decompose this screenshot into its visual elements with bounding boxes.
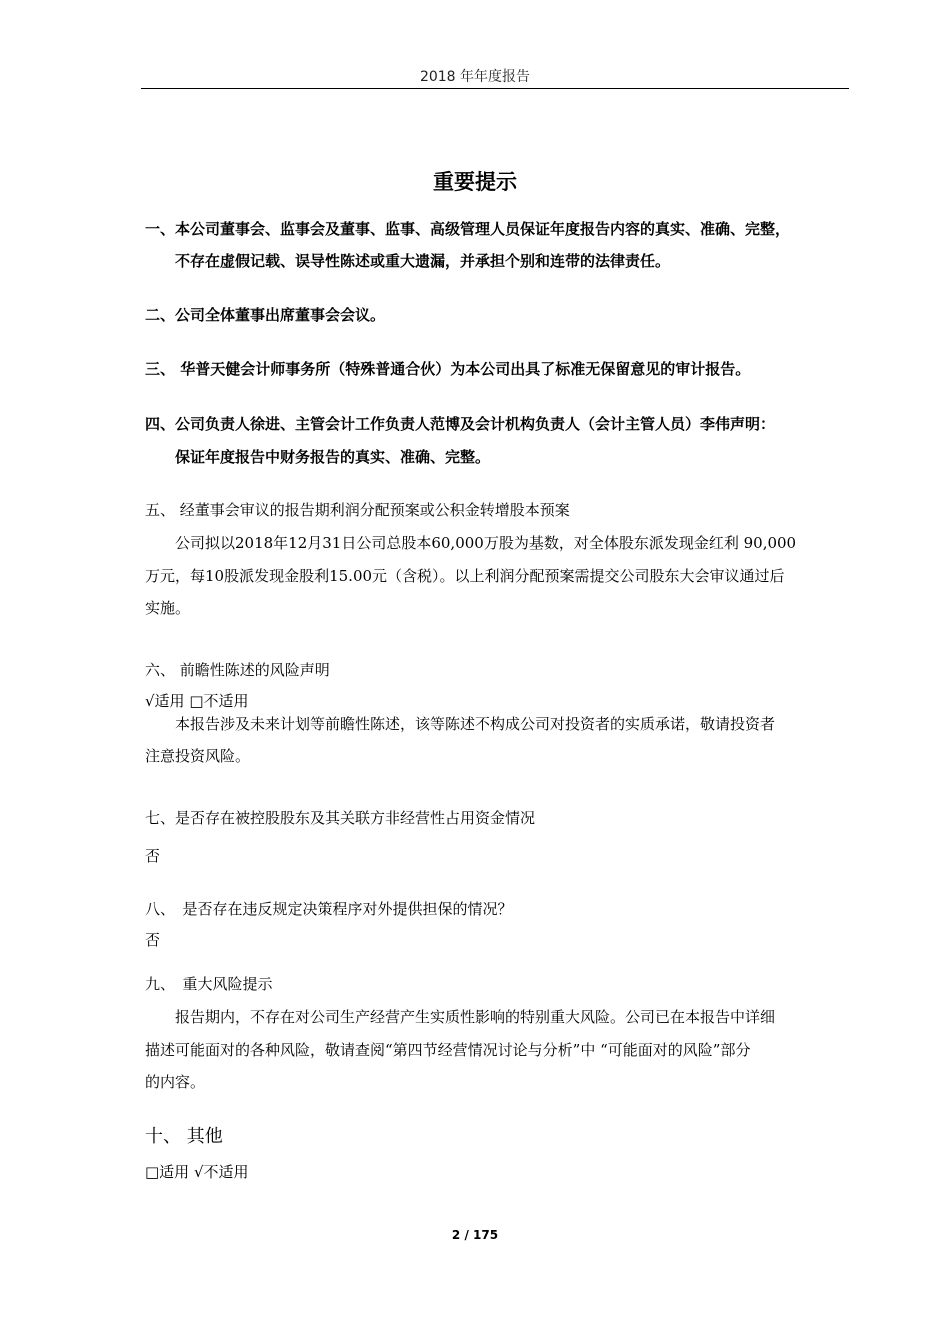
item-five-line-3: 实施。 (145, 599, 191, 617)
item-seven-title: 七、是否存在被控股股东及其关联方非经营性占用资金情况 (145, 809, 536, 827)
item-nine-line-1: 报告期内，不存在对公司生产经营产生实质性影响的特别重大风险。公司已在本报告中详细 (175, 1008, 776, 1026)
item-five-line-1: 公司拟以2018年12月31日公司总股本60,000万股为基数，对全体股东派发现金红利 90,000 (175, 534, 797, 552)
item-four-line-1: 四、公司负责人徐进、主管会计工作负责人范博及会计机构负责人（会计主管人员）李伟声明： (145, 415, 776, 433)
item-ten-applicable: □适用 √不适用 (145, 1163, 249, 1181)
item-five-line-2: 万元，每10股派发现金股利15.00元（含税）。以上利润分配预案需提交公司股东大会审议通过后 (145, 567, 785, 585)
item-three: 三、 华普天健会计师事务所（特殊普通合伙）为本公司出具了标准无保留意见的审计报告。 (145, 360, 751, 378)
item-two: 二、公司全体董事出席董事会会议。 (145, 306, 386, 324)
item-six-applicable: √适用 □不适用 (145, 692, 249, 710)
item-seven-answer: 否 (145, 847, 161, 865)
header-divider (141, 88, 849, 89)
item-nine-line-2: 描述可能面对的各种风险，敬请查阅“第四节经营情况讨论与分析”中 “可能面对的风险”部分 (145, 1041, 751, 1059)
item-eight-title: 八、 是否存在违反规定决策程序对外提供担保的情况？ (145, 900, 513, 918)
item-one-line-1: 一、本公司董事会、监事会及董事、监事、高级管理人员保证年度报告内容的真实、准确、完整， (145, 220, 791, 238)
item-eight-answer: 否 (145, 931, 161, 949)
item-six-line-2: 注意投资风险。 (145, 747, 251, 765)
page-title: 重要提示 (433, 170, 517, 194)
item-nine-title: 九、 重大风险提示 (145, 975, 273, 993)
item-six-title: 六、 前瞻性陈述的风险声明 (145, 661, 330, 679)
item-one-line-2: 不存在虚假记载、误导性陈述或重大遗漏，并承担个别和连带的法律责任。 (175, 252, 671, 270)
page-number: 2 / 175 (451, 1228, 499, 1242)
item-four-line-2: 保证年度报告中财务报告的真实、准确、完整。 (175, 448, 491, 466)
running-header: 2018 年年度报告 (419, 69, 531, 85)
item-six-line-1: 本报告涉及未来计划等前瞻性陈述，该等陈述不构成公司对投资者的实质承诺，敬请投资者 (175, 715, 776, 733)
item-nine-line-3: 的内容。 (145, 1073, 206, 1091)
item-ten-title: 十、 其他 (145, 1126, 223, 1147)
item-five-title: 五、 经董事会审议的报告期利润分配预案或公积金转增股本预案 (145, 501, 570, 519)
